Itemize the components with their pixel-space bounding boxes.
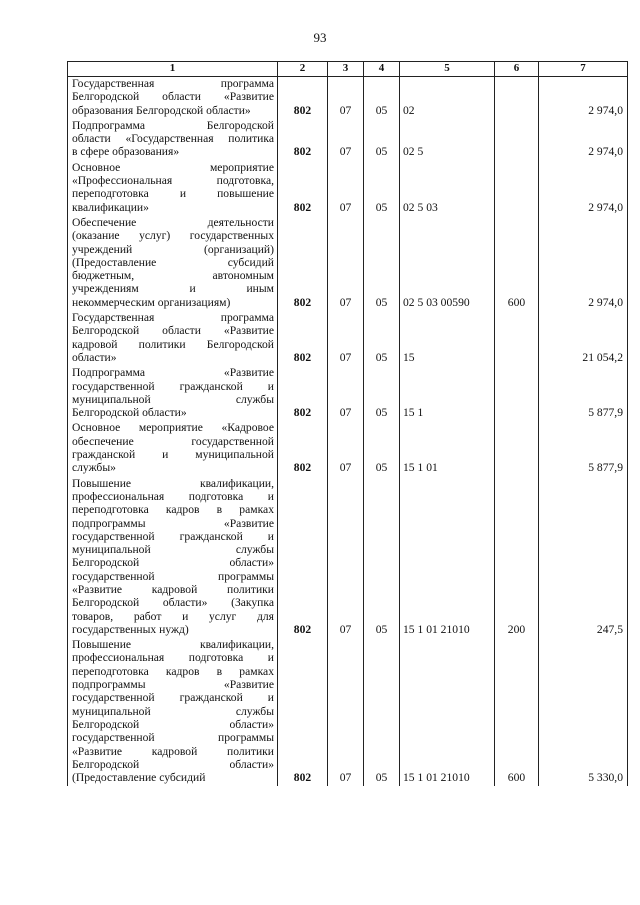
item-name (68, 366, 278, 421)
amount-value: 5 877,9 (539, 421, 628, 476)
expense-type-code (495, 161, 539, 216)
column-header: 1 (68, 62, 278, 77)
item-name-line: «Развитие кадровой политики (72, 744, 274, 758)
target-article-code: 02 5 (400, 119, 495, 161)
table-row (68, 77, 628, 119)
item-name-line: профессиональная подготовка и (72, 651, 274, 665)
item-name-line: бюджетным, автономным (72, 269, 274, 283)
target-article-code: 15 1 01 (400, 421, 495, 476)
expense-type-code: 600 (495, 216, 539, 311)
item-name-line: Подпрограмма Белгородской (72, 118, 274, 132)
item-name (68, 421, 278, 476)
ministry-code: 802 (278, 161, 328, 216)
page-number: 93 (313, 30, 327, 45)
amount-value: 2 974,0 (539, 77, 628, 119)
item-name-line: государственных нужд) (72, 622, 189, 636)
section-code: 07 (328, 311, 364, 366)
amount-value: 21 054,2 (539, 311, 628, 366)
item-name-line: переподготовка кадров в рамках (72, 664, 274, 678)
column-header: 5 (400, 62, 495, 77)
section-code: 07 (328, 421, 364, 476)
ministry-code: 802 (278, 638, 328, 786)
item-name-line: «Развитие кадровой политики (72, 582, 274, 596)
ministry-code: 802 (278, 421, 328, 476)
subsection-code: 05 (364, 77, 400, 119)
item-name-line: области» (72, 350, 117, 364)
table-row (68, 161, 628, 216)
item-name-line: некоммерческим организациям) (72, 295, 231, 309)
item-name-line: Повышение квалификации, (72, 476, 274, 490)
item-name-line: (Предоставление субсидий (72, 255, 274, 269)
item-name-line: Основное мероприятие «Кадровое (72, 421, 274, 435)
amount-value: 2 974,0 (539, 119, 628, 161)
amount-value: 2 974,0 (539, 216, 628, 311)
item-name (68, 638, 278, 786)
amount-value: 2 974,0 (539, 161, 628, 216)
ministry-code: 802 (278, 77, 328, 119)
expense-type-code: 200 (495, 477, 539, 639)
item-name-line: Основное мероприятие (72, 160, 274, 174)
item-name-line: «Профессиональная подготовка, (72, 174, 274, 188)
item-name-line: Белгородской области «Развитие (72, 90, 274, 104)
section-code: 07 (328, 638, 364, 786)
section-code: 07 (328, 119, 364, 161)
expense-type-code (495, 119, 539, 161)
ministry-code: 802 (278, 366, 328, 421)
target-article-code: 15 1 01 21010 (400, 477, 495, 639)
amount-value: 5 877,9 (539, 366, 628, 421)
item-name-line: Белгородской области» (Закупка (72, 596, 274, 610)
item-name-line: государственной программы (72, 731, 274, 745)
item-name-line: муниципальной службы (72, 704, 274, 718)
item-name-line: Белгородской области «Развитие (72, 324, 274, 338)
expense-type-code (495, 421, 539, 476)
subsection-code: 05 (364, 161, 400, 216)
amount-value: 5 330,0 (539, 638, 628, 786)
item-name (68, 161, 278, 216)
item-name-line: переподготовка и повышение (72, 187, 274, 201)
target-article-code: 15 1 01 21010 (400, 638, 495, 786)
item-name-line: переподготовка кадров в рамках (72, 503, 274, 517)
ministry-code: 802 (278, 119, 328, 161)
item-name-line: Государственная программа (72, 311, 274, 325)
table-row (68, 421, 628, 476)
item-name-line: Белгородской области» (72, 757, 274, 771)
item-name (68, 216, 278, 311)
item-name-line: государственной гражданской и (72, 379, 274, 393)
item-name-line: гражданской и муниципальной (72, 448, 274, 462)
subsection-code: 05 (364, 421, 400, 476)
item-name-line: Государственная программа (72, 77, 274, 90)
item-name-line: (оказание услуг) государственных (72, 229, 274, 243)
subsection-code: 05 (364, 216, 400, 311)
subsection-code: 05 (364, 477, 400, 639)
section-code: 07 (328, 77, 364, 119)
column-number-row (68, 62, 628, 77)
item-name-line: государственной гражданской и (72, 691, 274, 705)
item-name-line: государственной гражданской и (72, 529, 274, 543)
item-name (68, 311, 278, 366)
item-name-line: Повышение квалификации, (72, 638, 274, 652)
item-name-line: Обеспечение деятельности (72, 215, 274, 229)
expense-type-code (495, 366, 539, 421)
item-name-line: в сфере образования» (72, 145, 180, 159)
item-name-line: (Предоставление субсидий (72, 771, 206, 785)
section-code: 07 (328, 216, 364, 311)
item-name-line: Подпрограмма «Развитие (72, 366, 274, 380)
ministry-code: 802 (278, 216, 328, 311)
column-header: 2 (278, 62, 328, 77)
expense-type-code (495, 311, 539, 366)
item-name-line: профессиональная подготовка и (72, 489, 274, 503)
column-header: 7 (539, 62, 628, 77)
target-article-code: 15 (400, 311, 495, 366)
item-name-line: подпрограммы «Развитие (72, 678, 274, 692)
item-name (68, 77, 278, 119)
expense-type-code: 600 (495, 638, 539, 786)
item-name-line: образования Белгородской области» (72, 103, 251, 117)
target-article-code: 15 1 (400, 366, 495, 421)
section-code: 07 (328, 477, 364, 639)
target-article-code: 02 (400, 77, 495, 119)
target-article-code: 02 5 03 00590 (400, 216, 495, 311)
column-header: 4 (364, 62, 400, 77)
table-row (68, 638, 628, 786)
item-name-line: учреждениям и иным (72, 282, 274, 296)
table-row (68, 119, 628, 161)
item-name-line: государственной программы (72, 569, 274, 583)
table-row (68, 366, 628, 421)
expense-type-code (495, 77, 539, 119)
column-header: 6 (495, 62, 539, 77)
item-name-line: кадровой политики Белгородской (72, 337, 274, 351)
column-header: 3 (328, 62, 364, 77)
item-name-line: квалификации» (72, 200, 149, 214)
ministry-code: 802 (278, 311, 328, 366)
budget-table (67, 61, 628, 786)
item-name-line: обеспечение государственной (72, 434, 274, 448)
item-name-line: муниципальной службы (72, 392, 274, 406)
item-name-line: Белгородской области» (72, 406, 187, 420)
section-code: 07 (328, 161, 364, 216)
amount-value: 247,5 (539, 477, 628, 639)
item-name-line: службы» (72, 461, 116, 475)
item-name-line: муниципальной службы (72, 543, 274, 557)
section-code: 07 (328, 366, 364, 421)
item-name-line: Белгородской области» (72, 556, 274, 570)
ministry-code: 802 (278, 477, 328, 639)
table-row (68, 311, 628, 366)
subsection-code: 05 (364, 638, 400, 786)
item-name (68, 119, 278, 161)
item-name-line: товаров, работ и услуг для (72, 609, 274, 623)
target-article-code: 02 5 03 (400, 161, 495, 216)
item-name-line: учреждений (организаций) (72, 242, 274, 256)
subsection-code: 05 (364, 366, 400, 421)
subsection-code: 05 (364, 119, 400, 161)
table-row (68, 477, 628, 639)
item-name-line: подпрограммы «Развитие (72, 516, 274, 530)
item-name (68, 477, 278, 639)
table-body (68, 77, 628, 787)
subsection-code: 05 (364, 311, 400, 366)
table-row (68, 216, 628, 311)
item-name-line: Белгородской области» (72, 717, 274, 731)
item-name-line: области «Государственная политика (72, 132, 274, 146)
